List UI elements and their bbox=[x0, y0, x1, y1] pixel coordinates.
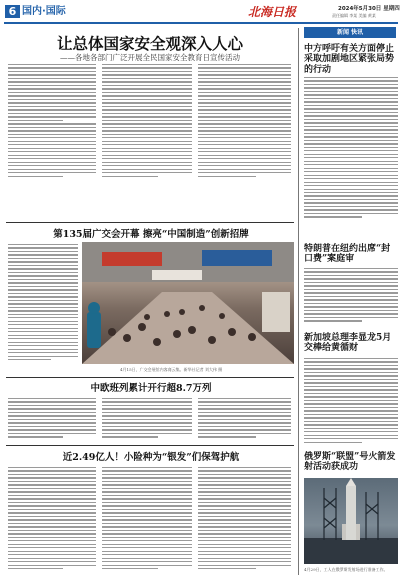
sidebar-text-2 bbox=[304, 268, 398, 324]
masthead bbox=[0, 0, 402, 24]
bottom-headline: 近2.49亿人！小险种为“银发”们保驾护航 bbox=[62, 452, 240, 463]
fair-photo-caption: 4月15日，广交会展馆内客商云集。新华社记者 刘大伟 摄 bbox=[120, 367, 223, 372]
column-divider bbox=[298, 28, 299, 575]
rocket-photo bbox=[304, 478, 398, 564]
lead-column-1 bbox=[8, 64, 96, 179]
masthead-rule bbox=[4, 22, 398, 24]
bottom-column-3 bbox=[198, 467, 291, 572]
sidebar-text-1 bbox=[304, 77, 398, 220]
bottom-column-1 bbox=[8, 467, 96, 572]
fair-text-column bbox=[8, 244, 78, 362]
railway-column-1 bbox=[8, 398, 96, 440]
sidebar-headline-4: 俄罗斯“联盟”号火箭发射活动获成功 bbox=[304, 452, 396, 473]
page-number-badge: 6 bbox=[5, 5, 20, 18]
editor-line: 责任编辑 李某 美编 黄某 bbox=[332, 13, 376, 18]
railway-headline: 中欧班列累计开行超8.7万列 bbox=[90, 383, 212, 394]
lead-bottom-rule bbox=[6, 222, 294, 223]
fair-photo bbox=[82, 242, 294, 364]
section-title: 国内·国际 bbox=[22, 6, 66, 17]
date-line: 2024年5月30日 星期四 bbox=[338, 6, 400, 12]
lead-subhead: ——各地各部门广泛开展全民国家安全教育日宣传活动 bbox=[60, 53, 240, 62]
sidebar-headline-2: 特朗普在纽约出席“封口费”案庭审 bbox=[304, 244, 391, 265]
railway-column-3 bbox=[198, 398, 291, 440]
sidebar-headline-3: 新加坡总理李显龙5月交棒给黄循财 bbox=[304, 333, 392, 354]
bottom-column-2 bbox=[102, 467, 192, 572]
fair-photo-scene bbox=[82, 242, 294, 364]
sidebar-label: 新闻 快讯 bbox=[304, 27, 396, 38]
railway-bottom-rule bbox=[6, 445, 294, 446]
rocket-photo-scene bbox=[304, 478, 398, 564]
lead-column-2 bbox=[102, 64, 192, 179]
paper-logo: 北海日报 bbox=[248, 5, 297, 19]
fair-headline: 第135届广交会开幕 擦亮“中国制造”创新招牌 bbox=[53, 229, 249, 240]
sidebar-text-3 bbox=[304, 358, 398, 445]
fair-bottom-rule bbox=[6, 377, 294, 378]
rocket-photo-caption: 4月29日，工人在俄罗斯发射场进行准备工作。 bbox=[304, 567, 388, 572]
railway-column-2 bbox=[102, 398, 192, 440]
lead-headline: 让总体国家安全观深入人心 bbox=[56, 34, 243, 53]
sidebar-headline-1: 中方呼吁有关方面停止采取加剧地区紧张局势的行动 bbox=[304, 44, 395, 75]
lead-column-3 bbox=[198, 64, 291, 179]
